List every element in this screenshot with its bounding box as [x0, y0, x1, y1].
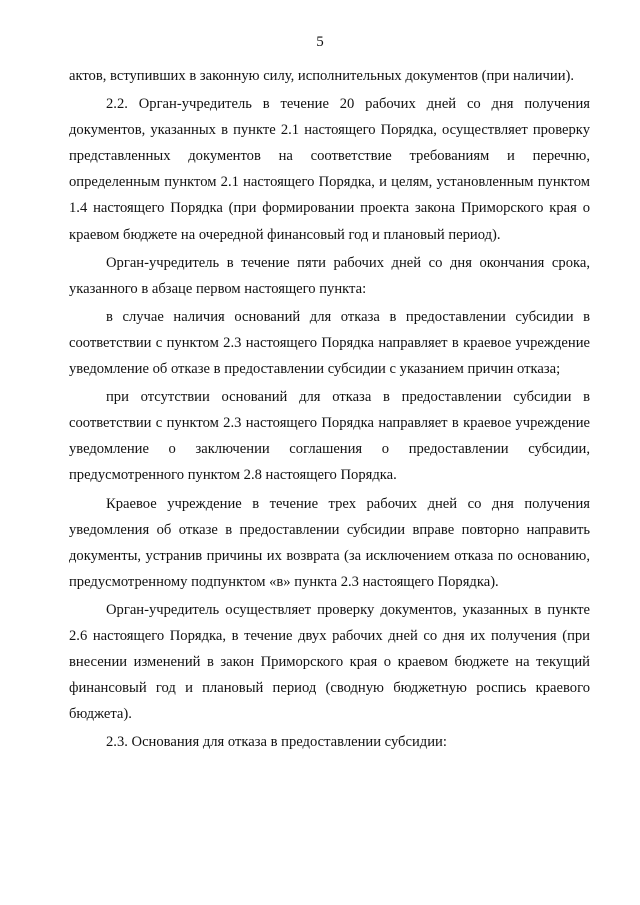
- paragraph-agreement-case: при отсутствии оснований для отказа в предоставлении субсидии в соответствии с пунктом 2.3 настоящего Порядка направляет в краевое учреждение уведомление о заключении соглашения о предоставлении субсидии, предусмотренного пунктом 2.8 настоящего Порядка.: [69, 389, 590, 484]
- paragraph-refusal-case: в случае наличия оснований для отказа в предоставлении субсидии в соответствии с пунктом 2.3 настоящего Порядка направляет в краевое учреждение уведомление об отказе в предоставлении субсидии с указанием причин отказа;: [69, 308, 590, 378]
- paragraph-resubmission: Краевое учреждение в течение трех рабочих дней со дня получения уведомления об отказе в предоставлении субсидии вправе повторно направить документы, устранив причины их возврата (за исключением отказа по основанию, предусмотренному подпунктом «в» пункта 2.3 настоящего Порядка).: [69, 495, 590, 590]
- paragraph-document-check: Орган-учредитель осуществляет проверку документов, указанных в пункте 2.6 настоящего Порядка, в течение двух рабочих дней со дня их получения (при внесении изменений в закон Приморского края о краевом бюджете на текущий финансовый год и плановый период (сводную бюджетную роспись краевого бюджета).: [69, 601, 590, 723]
- paragraph-review-period: Орган-учредитель в течение пяти рабочих дней со дня окончания срока, указанного в абзаце первом настоящего пункта:: [69, 254, 590, 297]
- paragraph-clause-2-2: 2.2. Орган-учредитель в течение 20 рабочих дней со дня получения документов, указанных в пункте 2.1 настоящего Порядка, осуществляет проверку представленных документов на соответствие требованиям и перечню, определенным пунктом 2.1 настоящего Порядка, и целям, установленным пунктом 1.4 настоящего Порядка (при формировании проекта закона Приморского края о краевом бюджете на очередной финансовый год и плановый период).: [69, 96, 590, 243]
- paragraph-continuation: актов, вступивших в законную силу, исполнительных документов (при наличии).: [69, 68, 575, 84]
- paragraph-clause-2-3: 2.3. Основания для отказа в предоставлении субсидии:: [106, 734, 447, 751]
- page-number: 5: [316, 34, 324, 50]
- document-body: [69, 63, 590, 755]
